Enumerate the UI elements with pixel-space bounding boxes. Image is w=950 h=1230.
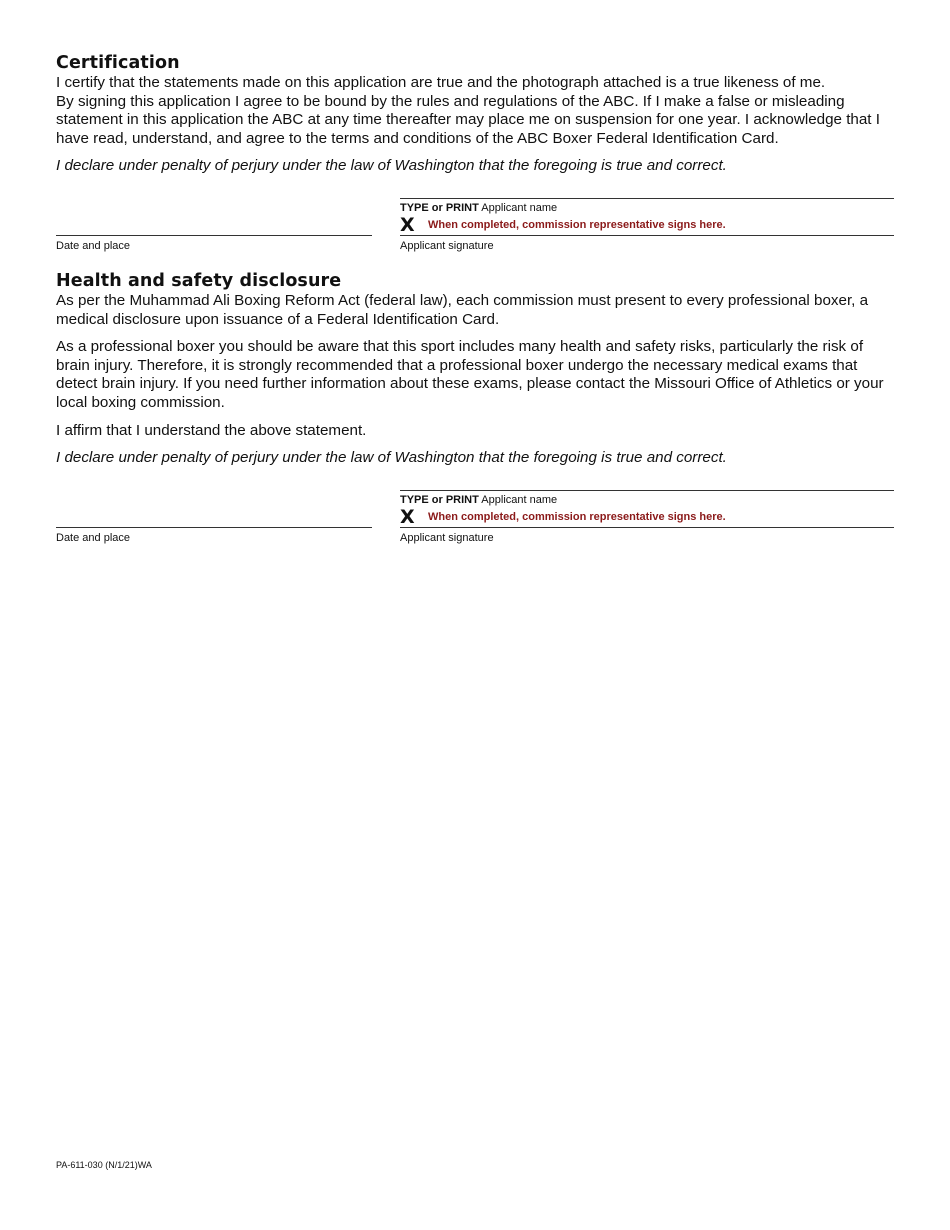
rep-signs-note: When completed, commission representative signs here. xyxy=(428,510,726,523)
certification-heading: Certification xyxy=(56,53,180,73)
date-place-label: Date and place xyxy=(56,531,130,544)
form-page xyxy=(56,52,894,562)
certification-statement-2: By signing this application I agree to be bound by the rules and regulations of the ABC. If I make a false or misleading statement in this application the ABC at any time thereafter may place me on suspension for one year. I acknowledge that I have read, understand, and agree to the terms and conditions of the ABC Boxer Federal Identification Card. xyxy=(56,92,880,147)
applicant-name-label xyxy=(400,494,557,507)
health-declaration: I declare under penalty of perjury under the law of Washington that the foregoing is true and correct. xyxy=(56,449,727,467)
rep-signs-note: When completed, commission representative signs here. xyxy=(428,218,726,231)
certification-declaration: I declare under penalty of perjury under the law of Washington that the foregoing is true and correct. xyxy=(56,157,727,175)
applicant-signature-field[interactable] xyxy=(400,527,894,528)
type-or-print-label: TYPE or PRINT xyxy=(400,493,479,506)
date-place-field[interactable] xyxy=(56,235,372,236)
applicant-name-field[interactable] xyxy=(400,198,894,199)
date-place-field[interactable] xyxy=(56,527,372,528)
applicant-signature-field[interactable] xyxy=(400,235,894,236)
signature-x-mark: X xyxy=(400,213,415,236)
applicant-name-label xyxy=(400,202,557,215)
date-place-label: Date and place xyxy=(56,239,130,252)
applicant-signature-label: Applicant signature xyxy=(400,531,494,544)
health-risk-paragraph: As a professional boxer you should be aware that this sport includes many health and safety risks, particularly the risk of brain injury. Therefore, it is strongly recommended that a professional boxer undergo the necessary medical exams that detect brain injury. If you need further information about these exams, please contact the Missouri Office of Athletics or your local boxing commission. xyxy=(56,338,884,411)
form-number: PA-611-030 (N/1/21)WA xyxy=(56,1160,152,1170)
signature-block-2 xyxy=(56,490,894,562)
applicant-signature-label: Applicant signature xyxy=(400,239,494,252)
applicant-name-field[interactable] xyxy=(400,490,894,491)
signature-x-mark: X xyxy=(400,505,415,528)
applicant-name-text: Applicant name xyxy=(481,201,558,214)
certification-section xyxy=(56,52,894,270)
signature-block-1 xyxy=(56,198,894,270)
health-safety-heading: Health and safety disclosure xyxy=(56,270,342,291)
certification-statement-1: I certify that the statements made on this application are true and the photograph attached is a true likeness of me. xyxy=(56,74,826,91)
type-or-print-label: TYPE or PRINT xyxy=(400,201,479,214)
health-disclosure-paragraph: As per the Muhammad Ali Boxing Reform Act (federal law), each commission must present to every professional boxer, a medical disclosure upon issuance of a Federal Identification Card. xyxy=(56,291,869,328)
applicant-name-text: Applicant name xyxy=(481,493,558,506)
affirm-statement: I affirm that I understand the above statement. xyxy=(56,421,367,439)
health-safety-section xyxy=(56,270,894,562)
